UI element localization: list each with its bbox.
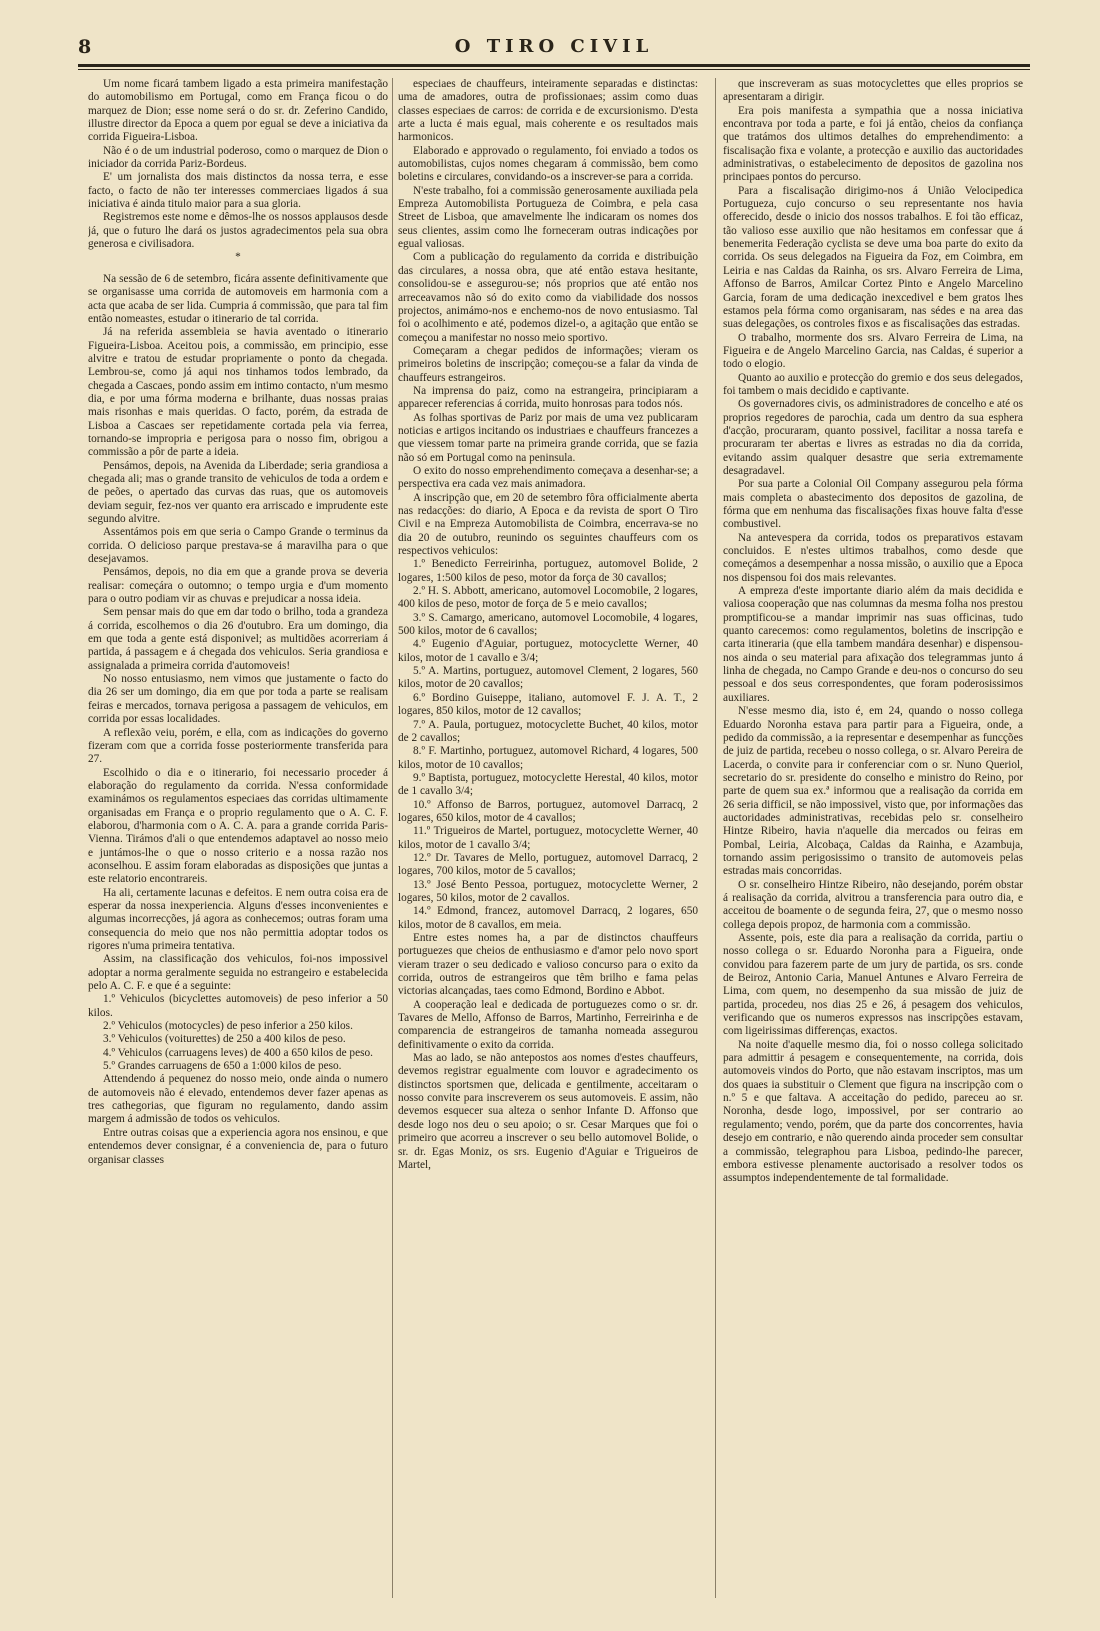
paragraph: Pensámos, depois, no dia em que a grande prova se deveria realisar: começára o outomno; o tempo urgia e d'um momento para o outro podiam vir as chuvas e prejudicar a nossa ideia. <box>88 566 388 606</box>
page-number: 8 <box>78 36 92 58</box>
paragraph: 7.º A. Paula, portuguez, motocyclette Buchet, 40 kilos, motor de 2 cavallos; <box>398 718 698 744</box>
column-divider <box>715 78 716 1598</box>
paragraph: Para a fiscalisação dirigimo-nos á União Velocipedica Portugueza, cujo concurso o seu representante nos havia offerecido, desde o inicio dos nossos trabalhos. E foi tão efficaz, tão valioso esse auxilio que não hesitamos em confessar que á benemerita Federação cyclista se deve uma boa parte do exito da corrida. Os seus delegados na Figueira da Foz, em Coimbra, em Leiria e nas Caldas da Rainha, os srs. Alvaro Ferreira de Lima, Affonso de Barros, Amilcar Cortez Pinto e Angelo Marcelino Garcia, foram de uma dedicação inexcedivel e bem gratos lhes estamos pela fórma como organisaram, nas sédes e na area das suas delegações, os controles fixos e as fiscalisações das estradas. <box>723 184 1023 331</box>
paragraph: Começaram a chegar pedidos de informações; vieram os primeiros boletins de inscripção; começou-se a falar da vinda de chauffeurs estrangeiros. <box>398 344 698 384</box>
paragraph: E' um jornalista dos mais distinctos da nossa terra, e esse facto, o facto de não ter interesses commerciaes ligados á sua iniciativa é ainda titulo maior para a sua gloria. <box>88 171 388 211</box>
paragraph: O sr. conselheiro Hintze Ribeiro, não desejando, porém obstar á realisação da corrida, alvitrou a transferencia para outro dia, e acceitou de boamente o de segunda feira, 27, que o mesmo nosso collega depois propoz, de harmonia com a commissão. <box>723 878 1023 931</box>
paragraph: * <box>235 251 241 264</box>
masthead-title: O TIRO CIVIL <box>454 36 654 57</box>
paragraph: Entre estes nomes ha, a par de distinctos chauffeurs portuguezes que cheios de enthusiasmo e d'amor pelo novo sport vieram trazer o seu dedicado e valioso concurso para o exito da corrida, outros de estrangeiros que têm brilho e fama pelas victorias alcançadas, taes como Edmond, Bordino e Abbot. <box>398 932 698 998</box>
paragraph: 5.º Grandes carruagens de 650 a 1:000 kilos de peso. <box>103 1060 342 1073</box>
paragraph: Por sua parte a Colonial Oil Company assegurou pela fórma mais completa o abastecimento dos depositos de gazolina, de fórma que em nenhuma das fiscalisações fixas houve falta d'esse combustivel. <box>723 478 1023 531</box>
paragraph: 4.º Eugenio d'Aguiar, portuguez, motocyclette Werner, 40 kilos, motor de 1 cavallo e 3/4; <box>398 638 698 664</box>
paragraph: 4.º Vehiculos (carruagens leves) de 400 a 650 kilos de peso. <box>103 1046 373 1059</box>
paragraph: Não é o de um industrial poderoso, como o marquez de Dion o iniciador da corrida Pariz-Bordeus. <box>88 144 388 171</box>
paragraph: Com a publicação do regulamento da corrida e distribuição das circulares, a nossa obra, que até então estava hesitante, consolidou-se e assegurou-se; nós proprios que até então nos arreceavamos não só do exito como da viabilidade dos nossos projectos, animámo-nos e enchemo-nos de novo entusiasmo. Tal foi o acolhimento e até, podemos dizel-o, a agitação que então se começou a manifestar no nosso meio sportivo. <box>398 251 698 344</box>
paragraph: Os governadores civis, os administradores de concelho e até os proprios regedores de parochia, cada um dentro da sua esphera d'acção, procuraram, quanto possivel, facilitar a nossa tarefa e procuraram ter abertas e livres as estradas no dia da corrida, evitando assim qualquer desastre que seria extremamente desagradavel. <box>723 398 1023 477</box>
paragraph: 3.º Vehiculos (voiturettes) de 250 a 400 kilos de peso. <box>103 1033 346 1046</box>
paragraph: Elaborado e approvado o regulamento, foi enviado a todos os automobilistas, cujos nomes chegaram á commissão, bem como boletins e circulares, convidando-os a inscrever-se para a corrida. <box>398 144 698 184</box>
header-rule-thick <box>78 64 1030 67</box>
paragraph: No nosso entusiasmo, nem vimos que justamente o facto do dia 26 ser um domingo, dia em que por toda a parte se realisam feiras e mercados, tornava perigosa a passagem de vehiculos, em corrida por essas localidades. <box>88 673 388 726</box>
paragraph: 11.º Trigueiros de Martel, portuguez, motocyclette Werner, 40 kilos, motor de 1 cavallo 3/4; <box>398 825 698 851</box>
paragraph: Attendendo á pequenez do nosso meio, onde ainda o numero de automoveis não é elevado, entendemos dever fazer apenas as tres cathegorias, que figuram no regulamento, dando assim margem á admissão de todos os vehiculos. <box>88 1073 388 1126</box>
paragraph: O trabalho, mormente dos srs. Alvaro Ferreira de Lima, na Figueira e de Angelo Marcelino Garcia, nas Caldas, é superior a todo o elogio. <box>723 331 1023 371</box>
paragraph: Pensámos, depois, na Avenida da Liberdade; seria grandiosa a chegada ali; mas o grande transito de vehiculos de toda a ordem e de peões, o apertado das curvas das ruas, que os automoveis deviam seguir, fez-nos ver quanto era arriscado e imprudente este segundo alvitre. <box>88 459 388 525</box>
paragraph: 1.º Benedicto Ferreirinha, portuguez, automovel Bolide, 2 logares, 1:500 kilos de peso, motor da força de 30 cavallos; <box>398 558 698 584</box>
paragraph: 1.º Vehiculos (bicyclettes automoveis) de peso inferior a 50 kilos. <box>88 993 388 1019</box>
paragraph: 8.º F. Martinho, portuguez, automovel Richard, 4 logares, 500 kilos, motor de 10 cavallos; <box>398 745 698 771</box>
paragraph: 13.º José Bento Pessoa, portuguez, motocyclette Werner, 2 logares, 50 kilos, motor de 2 cavallos. <box>398 878 698 904</box>
paragraph: A empreza d'este importante diario além da mais decidida e valiosa cooperação que nas columnas da mesma folha nos prestou promptificou-se a mandar imprimir nas suas officinas, tudo quanto carecemos: como regulamentos, boletins de inscripção e carta itineraria (que ella tambem mandára desenhar) e dispensou-nos ainda o seu material para afixação dos telegrammas junto á linha de chegada, no Campo Grande e deu-nos o concurso do seu pessoal e dos seus correspondentes, que foram poderosissimos auxiliares. <box>723 585 1023 704</box>
paragraph: 6.º Bordino Guiseppe, italiano, automovel F. J. A. T., 2 logares, 850 kilos, motor de 12 cavallos; <box>398 691 698 718</box>
paragraph: 12.º Dr. Tavares de Mello, portuguez, automovel Darracq, 2 logares, 700 kilos, motor de 5 cavallos; <box>398 851 698 878</box>
paragraph: Na imprensa do paiz, como na estrangeira, principiaram a apparecer referencias á corrida, muito honrosas para todos nós. <box>398 384 698 411</box>
paragraph: Já na referida assembleia se havia aventado o itinerario Figueira-Lisboa. Aceitou pois, a commissão, em principio, esse alvitre e tratou de estudar propriamente o ponto da chegada. Lembrou-se, como já aqui nos tinhamos todos lembrado, da chegada a Cascaes, pondo assim em intimo contacto, n'um mesmo dia, e por uma fórma moderna e brilhante, duas nossas praias mais risonhas e mais queridas. O facto, porém, da estrada de Lisboa a Cascaes ser repetidamente cortada pela via ferrea, tornando-se impropria e perigosa para o nosso fim, obrigou a commissão a pôr de parte a ideia. <box>88 326 388 459</box>
paragraph: Entre outras coisas que a experiencia agora nos ensinou, e que entendemos dever consignar, é a conveniencia de, para o futuro organisar classes <box>88 1126 388 1166</box>
paragraph: A inscripção que, em 20 de setembro fôra officialmente aberta nas redacções: do diario, A Epoca e da revista de sport O Tiro Civil e na Empreza Automobilista de Coimbra, encerrava-se no dia 20 de outubro, reunindo os seguintes chauffeurs com os respectivos vehiculos: <box>398 491 698 558</box>
text-column-1 <box>88 78 388 1598</box>
paragraph: Ha ali, certamente lacunas e defeitos. E nem outra coisa era de esperar da nossa inexperiencia. Alguns d'esses inconvenientes e algumas incorrecções, já agora as conhecemos; outras foram uma consequencia do meio que nos não permittia adoptar todos os rigores n'uma primeira tentativa. <box>88 886 388 952</box>
paragraph: Escolhido o dia e o itinerario, foi necessario proceder á elaboração do regulamento da corrida. N'essa conformidade examinámos os regulamentos especiaes das corridas ultimamente organisadas em França e o proprio regulamento que o A. C. F. elaborou, d'harmonia com o A. C. A. para a grande corrida Paris-Vienna. Tirámos d'ali o que entendemos adaptavel ao nosso meio e juntámos-lhe o que o nosso criterio e a nossa razão nos aconselhou. E assim foram elaboradas as disposições que juntas a este relatorio encontrareis. <box>88 766 388 886</box>
paragraph: A cooperação leal e dedicada de portuguezes como o sr. dr. Tavares de Mello, Affonso de Barros, Martinho, Ferreirinha e de comparencia de estrangeiros de tamanha nomeada assegurou definitivamente o exito da corrida. <box>398 998 698 1051</box>
paragraph: 9.º Baptista, portuguez, motocyclette Herestal, 40 kilos, motor de 1 cavallo 3/4; <box>398 771 698 798</box>
page-header <box>78 36 1030 60</box>
paragraph: Mas ao lado, se não antepostos aos nomes d'estes chauffeurs, devemos registrar egualmente com louvor e agradecimento os distinctos sportsmen que, delicada e gentilmente, acceitaram o nosso convite para inscreverem os seus automoveis. E assim, não devemos esquecer sua alteza o senhor Infante D. Affonso que desde logo nos deu o seu apoio; o sr. Cesar Marques que foi o primeiro que acorreu a inscrever o seu bello automovel Bolide, o sr. dr. Egas Moniz, os srs. Eugenio d'Aguiar e Trigueiros de Martel, <box>398 1052 698 1171</box>
paragraph: Sem pensar mais do que em dar todo o brilho, toda a grandeza á corrida, escolhemos o dia 26 d'outubro. Era um domingo, dia em que toda a gente está disponivel; as multidões acorreriam á partida, á passagem e á chegada dos vehiculos. Seria grandiosa e assignalada a primeira corrida d'automoveis! <box>88 606 388 672</box>
paragraph: 2.º H. S. Abbott, americano, automovel Locomobile, 2 logares, 400 kilos de peso, motor de força de 5 e meio cavallos; <box>398 585 698 611</box>
paragraph: 3.º S. Camargo, americano, automovel Locomobile, 4 logares, 500 kilos, motor de 6 cavallos; <box>398 611 698 638</box>
text-column-2 <box>398 78 698 1598</box>
text-column-3 <box>723 78 1023 1598</box>
paragraph: Um nome ficará tambem ligado a esta primeira manifestação do automobilismo em Portugal, como em França ficou o do marquez de Dion; esse nome será o do sr. dr. Zeferino Candido, illustre director da Epoca a quem por egual se deve a iniciativa da corrida Figueira-Lisboa. <box>88 78 388 144</box>
paragraph: As folhas sportivas de Pariz por mais de uma vez publicaram noticias e artigos incitando os industriaes e chauffeurs francezes a que viessem tomar parte na primeira grande corrida, que se fazia não só em Portugal como na peninsula. <box>398 411 698 464</box>
paragraph: O exito do nosso emprehendimento começava a desenhar-se; a perspectiva era cada vez mais animadora. <box>398 464 698 491</box>
paragraph: Na noite d'aquelle mesmo dia, foi o nosso collega solicitado para admittir á pesagem e consequentemente, na corrida, dois automoveis vindos do Porto, que não estavam inscriptos, mas um dos quaes ia substituir o Clement que figura na inscripção com o n.º 5 e que faltava. A acceitação do pedido, pareceu ao sr. Noronha, desde logo, impossivel, por ser contrario ao regulamento; vendo, porém, que da parte dos concorrentes, havia desejo em contrario, e não querendo ainda proceder sem consultar a commissão, telegraphou para Lisboa, pedindo-lhe parecer, embora estivesse plenamente auctorisado a resolver todos os assumptos independentemente de tal formalidade. <box>723 1038 1023 1185</box>
paragraph: 2.º Vehiculos (motocycles) de peso inferior a 250 kilos. <box>103 1020 353 1033</box>
paragraph: Era pois manifesta a sympathia que a nossa iniciativa encontrava por toda a parte, e foi já então, cheios da confiança que tratámos dos ultimos detalhes do emprehendimento: a fiscalisação fixa e volante, a protecção e auxilio das auctoridades administrativas, o estabelecimento de depositos de gazolina nos principaes pontos do percurso. <box>723 104 1023 184</box>
header-rule-thin <box>78 69 1030 70</box>
paragraph: Na sessão de 6 de setembro, ficára assente definitivamente que se organisasse uma corrida de automoveis em harmonia com a acta que acaba de ser lida. Cumpria á commissão, que para tal fim então nomeastes, estudar o itinerario de tal corrida. <box>88 272 388 325</box>
paragraph: 5.º A. Martins, portuguez, automovel Clement, 2 logares, 560 kilos, motor de 20 cavallos; <box>398 665 698 691</box>
paragraph: Assente, pois, este dia para a realisação da corrida, partiu o nosso collega o sr. Eduardo Noronha para a Figueira, onde convidou para fazerem parte de um jury de partida, os srs. conde de Beiroz, Antonio Caria, Manuel Antunes e Alvaro Ferreira de Lima, com quem, no desempenho da sua missão de juiz de partida, procedeu, nos dias 25 e 26, á pesagem dos vehiculos, verificando que os numeros expressos nas inscripções estavam, com ligeirissimas differenças, exactos. <box>723 932 1023 1038</box>
paragraph: Registremos este nome e dêmos-lhe os nossos applausos desde já, que o futuro lhe dará os justos agradecimentos pela sua obra generosa e civilisadora. <box>88 211 388 251</box>
paragraph: A reflexão veiu, porém, e ella, com as indicações do governo fizeram com que a corrida fosse posteriormente transferida para 27. <box>88 726 388 766</box>
paragraph: Quanto ao auxilio e protecção do gremio e dos seus delegados, foi tambem o mais decidido e captivante. <box>723 371 1023 397</box>
paragraph: N'este trabalho, foi a commissão generosamente auxiliada pela Empreza Automobilista Portugueza de Coimbra, e pela casa Street de Lisboa, que amavelmente lhe indicaram os nomes dos seus clientes, assim como lhe forneceram outras indicações por egual valiosas. <box>398 184 698 251</box>
paragraph: Na antevespera da corrida, todos os preparativos estavam concluidos. E n'estes ultimos trabalhos, como desde que começámos a desempenhar a nossa missão, o auxilio que a Epoca nos dispensou foi dos mais relevantes. <box>723 531 1023 584</box>
paragraph: que inscreveram as suas motocyclettes que elles proprios se apresentaram a dirigir. <box>723 78 1023 104</box>
paragraph: 10.º Affonso de Barros, portuguez, automovel Darracq, 2 logares, 650 kilos, motor de 4 cavallos; <box>398 798 698 824</box>
paragraph: Assentámos pois em que seria o Campo Grande o terminus da corrida. O delicioso parque prestava-se á maravilha para o que desejavamos. <box>88 526 388 566</box>
paragraph: especiaes de chauffeurs, inteiramente separadas e distinctas: uma de amadores, outra de profissionaes; assim como duas classes especiaes de carros: de corrida e de excursionismo. D'esta arte a lucta é mais egual, mais coherente e os resultados mais harmonicos. <box>398 78 698 144</box>
paragraph: 14.º Edmond, francez, automovel Darracq, 2 logares, 650 kilos, motor de 8 cavallos, em meia. <box>398 905 698 931</box>
column-divider <box>392 78 393 1598</box>
paragraph: Assim, na classificação dos vehiculos, foi-nos impossivel adoptar a norma geralmente seguida no estrangeiro e estabelecida pelo A. C. F. e que é a seguinte: <box>88 953 388 993</box>
paragraph: N'esse mesmo dia, isto é, em 24, quando o nosso collega Eduardo Noronha estava para partir para a Figueira, onde, a pedido da commissão, a ia representar e desempenhar as funcções de juiz de partida, recebeu o nosso collega, o sr. Alvaro Pereira de Lacerda, o convite para ir conferenciar com o sr. Nuno Queriol, secretario do sr. presidente do conselho e ministro do Reino, por parte de quem sua ex.ª informou que a realisação da corrida em 26 seria difficil, se não impossivel, visto que, por informações das auctoridades administrativas, recebidas pelo sr. conselheiro Hintze Ribeiro, havia n'aquelle dia mercados ou feiras em Pombal, Leiria, Alcobaça, Caldas da Rainha, e Azambuja, tornando assim perigosissimo o transito de automoveis pelas estradas mais concorridas. <box>723 705 1023 878</box>
